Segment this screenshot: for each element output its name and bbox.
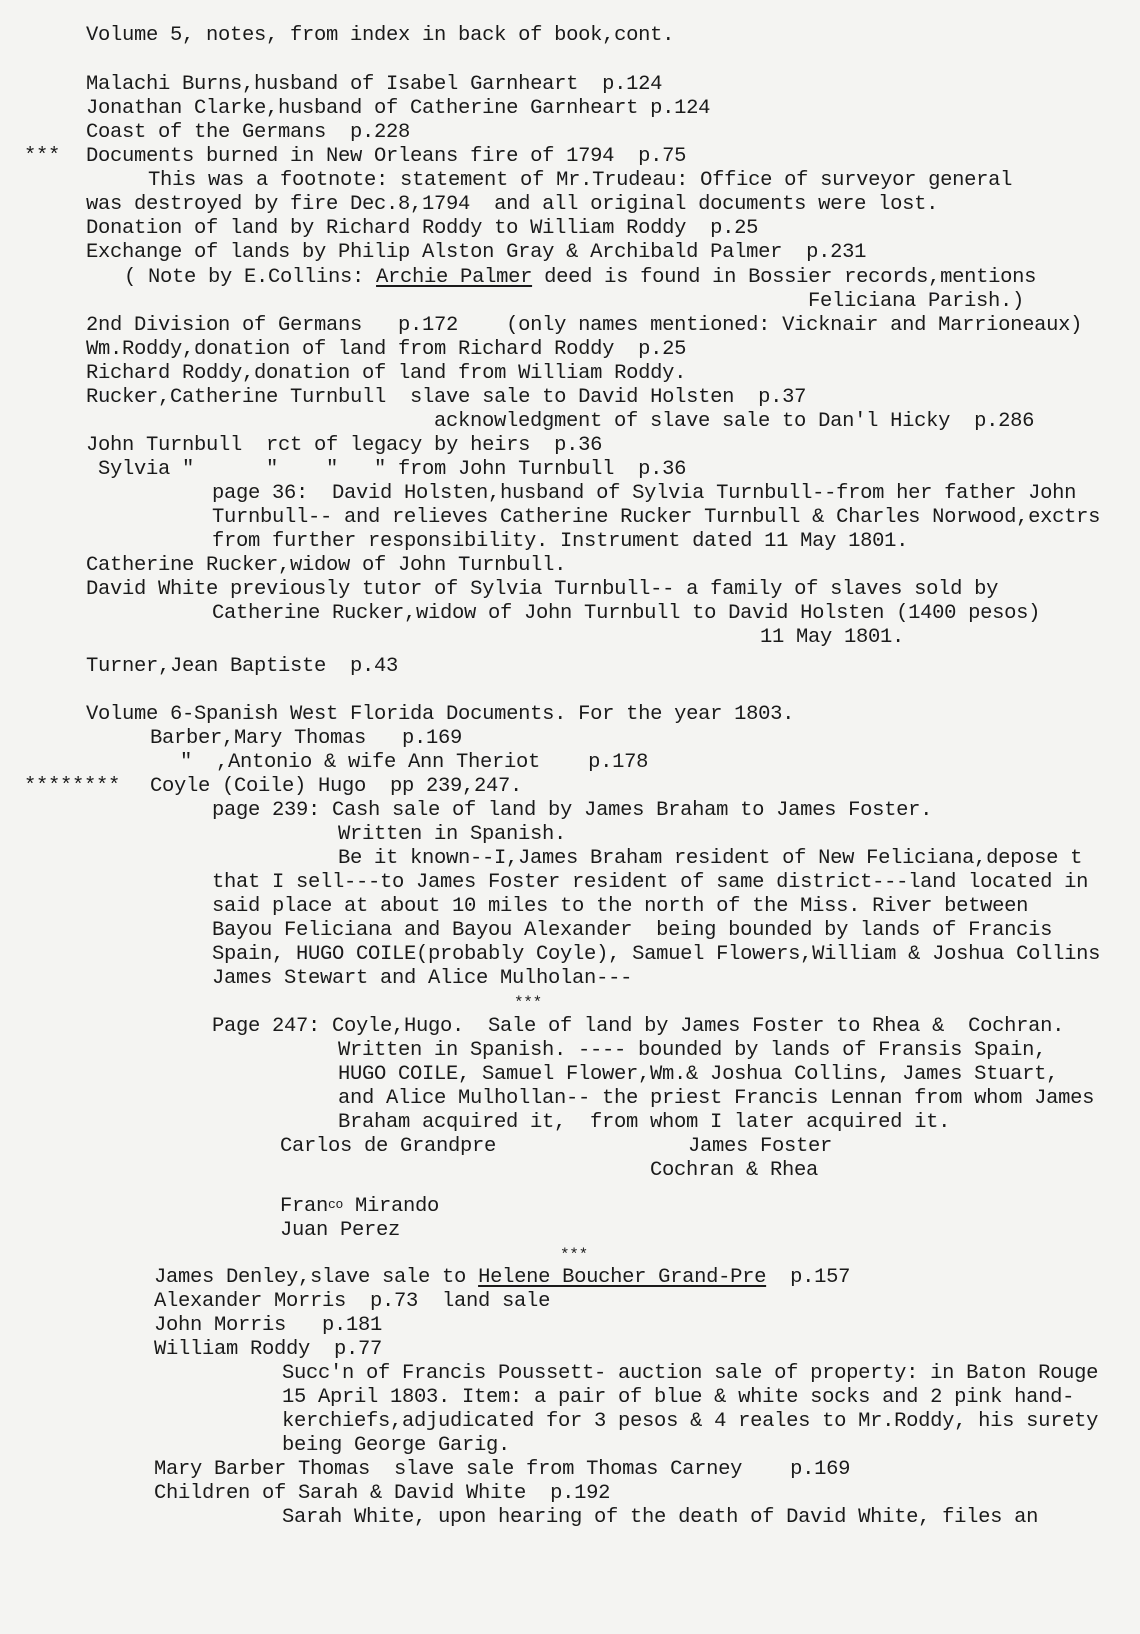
text-line: Wm.Roddy,donation of land from Richard Roddy p.25 <box>86 338 687 361</box>
text-line: Documents burned in New Orleans fire of 1794 p.75 <box>86 145 687 168</box>
text-line: Alexander Morris p.73 land sale <box>154 1290 551 1313</box>
text-line: HUGO COILE, Samuel Flower,Wm.& Joshua Collins, James Stuart, <box>338 1063 1059 1086</box>
text-line: Richard Roddy,donation of land from William Roddy. <box>86 362 687 385</box>
text-line: Be it known--I,James Braham resident of New Feliciana,depose t <box>338 847 1083 870</box>
margin-asterisks: ******** <box>24 775 121 798</box>
text-line: page 36: David Holsten,husband of Sylvia Turnbull--from her father John <box>212 482 1077 505</box>
text-line: Written in Spanish. <box>338 823 567 846</box>
signatory: Carlos de Grandpre <box>280 1135 497 1158</box>
text-line: and Alice Mulhollan-- the priest Francis Lennan from whom James <box>338 1087 1095 1110</box>
signatory: Juan Perez <box>280 1219 401 1242</box>
text-line: Sylvia " " " " from John Turnbull p.36 <box>86 458 687 481</box>
text-line: David White previously tutor of Sylvia Turnbull-- a family of slaves sold by <box>86 578 999 601</box>
superscript: co <box>328 1197 344 1212</box>
section-heading: Volume 6-Spanish West Florida Documents. For the year 1803. <box>86 703 795 726</box>
entry-text: James Denley,slave sale to <box>154 1266 479 1289</box>
text-line: This was a footnote: statement of Mr.Trudeau: Office of surveyor general <box>148 169 1013 192</box>
underlined-name: Helene Boucher Grand-Pre <box>478 1266 767 1289</box>
text-line: Coyle (Coile) Hugo pp 239,247. <box>150 775 523 798</box>
text-line: John Morris p.181 <box>154 1314 383 1337</box>
section-separator: *** <box>560 1246 588 1264</box>
text-line: Barber,Mary Thomas p.169 <box>150 727 463 750</box>
text-line: Children of Sarah & David White p.192 <box>154 1482 611 1505</box>
signatory-text: Fran <box>280 1195 329 1218</box>
text-line: 11 May 1801. <box>760 626 905 649</box>
text-line: page 239: Cash sale of land by James Braham to James Foster. <box>212 799 933 822</box>
text-line: was destroyed by fire Dec.8,1794 and all original documents were lost. <box>86 193 939 216</box>
text-line: Exchange of lands by Philip Alston Gray & Archibald Palmer p.231 <box>86 241 867 264</box>
text-line: " ,Antonio & wife Ann Theriot p.178 <box>180 751 649 774</box>
text-line: Page 247: Coyle,Hugo. Sale of land by James Foster to Rhea & Cochran. <box>212 1015 1065 1038</box>
text-line: Turner,Jean Baptiste p.43 <box>86 655 399 678</box>
text-line: Malachi Burns,husband of Isabel Garnheart p.124 <box>86 73 663 96</box>
text-line: said place at about 10 miles to the north of the Miss. River between <box>212 895 1029 918</box>
entry-text: p.157 <box>766 1266 851 1289</box>
text-line: from further responsibility. Instrument dated 11 May 1801. <box>212 530 909 553</box>
text-line: William Roddy p.77 <box>154 1338 383 1361</box>
page-heading: Volume 5, notes, from index in back of book,cont. <box>86 24 675 47</box>
text-line: Catherine Rucker,widow of John Turnbull. <box>86 554 567 577</box>
text-line: James Stewart and Alice Mulholan--- <box>212 967 633 990</box>
text-line: Jonathan Clarke,husband of Catherine Garnheart p.124 <box>86 97 711 120</box>
note-text: ( Note by E.Collins: <box>124 266 377 289</box>
underlined-name: Archie Palmer <box>376 266 533 289</box>
text-line: 15 April 1803. Item: a pair of blue & white socks and 2 pink hand- <box>282 1386 1075 1409</box>
text-line: acknowledgment of slave sale to Dan'l Hicky p.286 <box>434 410 1035 433</box>
text-line: Succ'n of Francis Poussett- auction sale of property: in Baton Rouge <box>282 1362 1099 1385</box>
section-separator: *** <box>514 994 542 1012</box>
text-line: Sarah White, upon hearing of the death of David White, files an <box>282 1506 1039 1529</box>
signatory-text: Mirando <box>343 1195 440 1218</box>
text-line: Turnbull-- and relieves Catherine Rucker Turnbull & Charles Norwood,exctrs <box>212 506 1101 529</box>
text-line: Mary Barber Thomas slave sale from Thomas Carney p.169 <box>154 1458 851 1481</box>
text-line: Donation of land by Richard Roddy to William Roddy p.25 <box>86 217 759 240</box>
text-line: that I sell---to James Foster resident of same district---land located in <box>212 871 1089 894</box>
signatory: Cochran & Rhea <box>650 1159 819 1182</box>
text-line: Coast of the Germans p.228 <box>86 121 411 144</box>
text-line: Catherine Rucker,widow of John Turnbull to David Holsten (1400 pesos) <box>212 602 1041 625</box>
text-line: Feliciana Parish.) <box>808 290 1025 313</box>
note-line <box>124 266 1036 290</box>
note-text: deed is found in Bossier records,mentions <box>532 266 1037 289</box>
text-line: Written in Spanish. ---- bounded by lands of Fransis Spain, <box>338 1039 1047 1062</box>
signatory <box>280 1195 439 1219</box>
text-line: Spain, HUGO COILE(probably Coyle), Samuel Flowers,William & Joshua Collins <box>212 943 1101 966</box>
text-line: being George Garig. <box>282 1434 511 1457</box>
text-line <box>154 1266 850 1290</box>
signatory: James Foster <box>688 1135 833 1158</box>
text-line: Bayou Feliciana and Bayou Alexander being bounded by lands of Francis <box>212 919 1053 942</box>
text-line: Rucker,Catherine Turnbull slave sale to David Holsten p.37 <box>86 386 807 409</box>
margin-asterisks: *** <box>24 145 61 168</box>
text-line: Braham acquired it, from whom I later acquired it. <box>338 1111 951 1134</box>
text-line: 2nd Division of Germans p.172 (only names mentioned: Vicknair and Marrioneaux) <box>86 314 1083 337</box>
text-line: kerchiefs,adjudicated for 3 pesos & 4 reales to Mr.Roddy, his surety <box>282 1410 1099 1433</box>
text-line: John Turnbull rct of legacy by heirs p.36 <box>86 434 603 457</box>
